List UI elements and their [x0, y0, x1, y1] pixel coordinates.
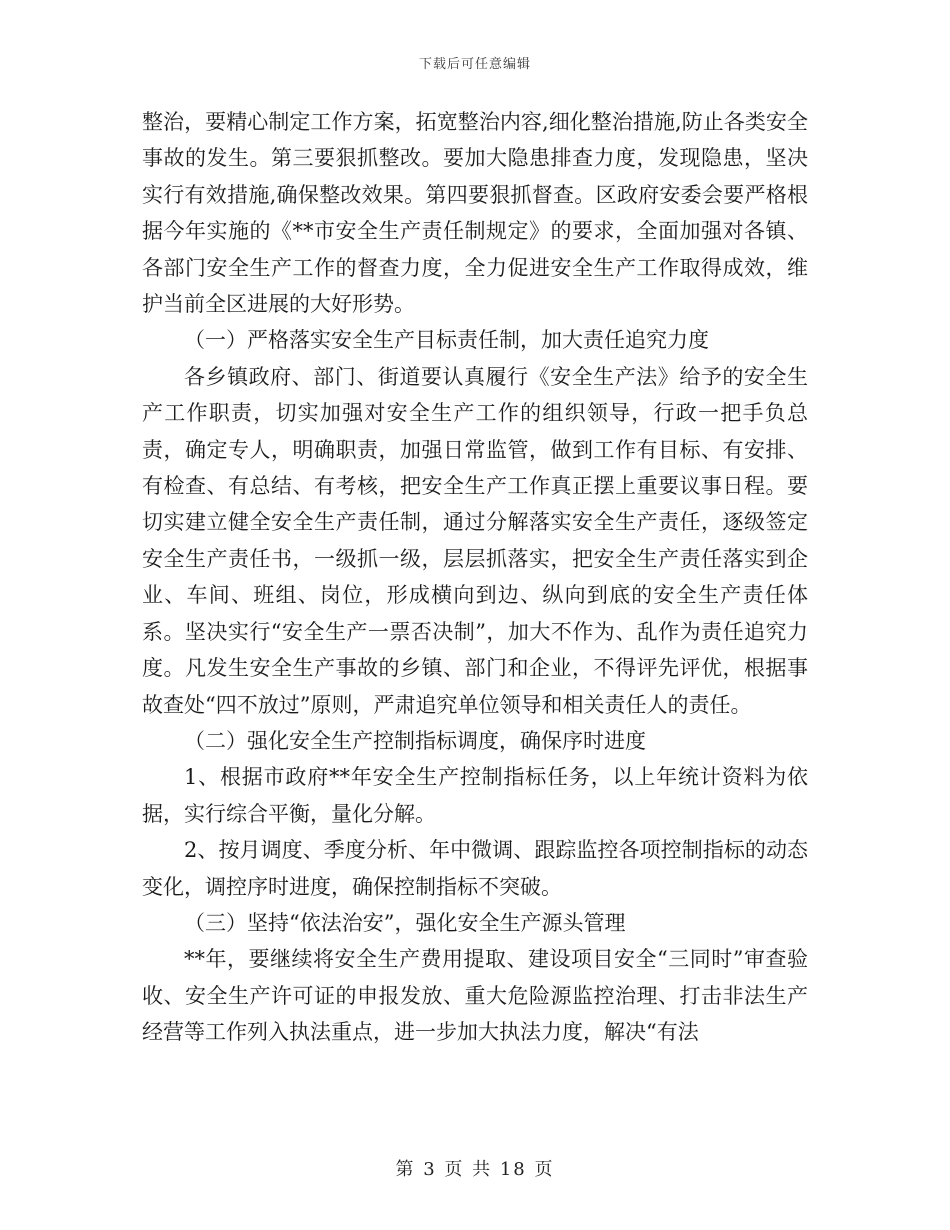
- body-paragraph: **年，要继续将安全生产费用提取、建设项目安全“三同时”审查验收、安全生产许可证的申报发放、重大危险源监控治理、打击非法生产经营等工作列入执法重点，进一步加大执法力度，解决“有法: [142, 947, 808, 1045]
- page-number-footer: 第 3 页 共 18 页: [395, 1159, 555, 1180]
- body-paragraph: 2、按月调度、季度分析、年中微调、跟踪监控各项控制指标的动态变化，调控序时进度，确保控制指标不突破。: [142, 838, 808, 899]
- document-body: [142, 104, 808, 1051]
- section-heading: （二）强化安全生产控制指标调度，确保序时进度: [184, 728, 646, 753]
- body-paragraph: 整治，要精心制定工作方案，拓宽整治内容,细化整治措施,防止各类安全事故的发生。第三要狠抓整改。要加大隐患排查力度，发现隐患，坚决实行有效措施,确保整改效果。第四要狠抓督查。区政府安委会要严格根据今年实施的《**市安全生产责任制规定》的要求，全面加强对各镇、各部门安全生产工作的督查力度，全力促进安全生产工作取得成效，维护当前全区进展的大好形势。: [142, 110, 808, 317]
- body-paragraph: 1、根据市政府**年安全生产控制指标任务，以上年统计资料为依据，实行综合平衡，量化分解。: [142, 765, 808, 826]
- section-heading: （一）严格落实安全生产目标责任制，加大责任追究力度: [184, 328, 709, 353]
- section-heading: （三）坚持“依法治安”，强化安全生产源头管理: [184, 910, 626, 935]
- page-header: 下载后可任意编辑: [418, 57, 531, 72]
- body-paragraph: 各乡镇政府、部门、街道要认真履行《安全生产法》给予的安全生产工作职责，切实加强对安全生产工作的组织领导，行政一把手负总责，确定专人，明确职责，加强日常监管，做到工作有目标、有安排、有检查、有总结、有考核，把安全生产工作真正摆上重要议事日程。要切实建立健全安全生产责任制，通过分解落实安全生产责任，逐级签定安全生产责任书，一级抓一级，层层抓落实，把安全生产责任落实到企业、车间、班组、岗位，形成横向到边、纵向到底的安全生产责任体系。坚决实行“安全生产一票否决制”，加大不作为、乱作为责任追究力度。凡发生安全生产事故的乡镇、部门和企业，不得评先评优，根据事故查处“四不放过”原则，严肃追究单位领导和相关责任人的责任。: [142, 364, 808, 717]
